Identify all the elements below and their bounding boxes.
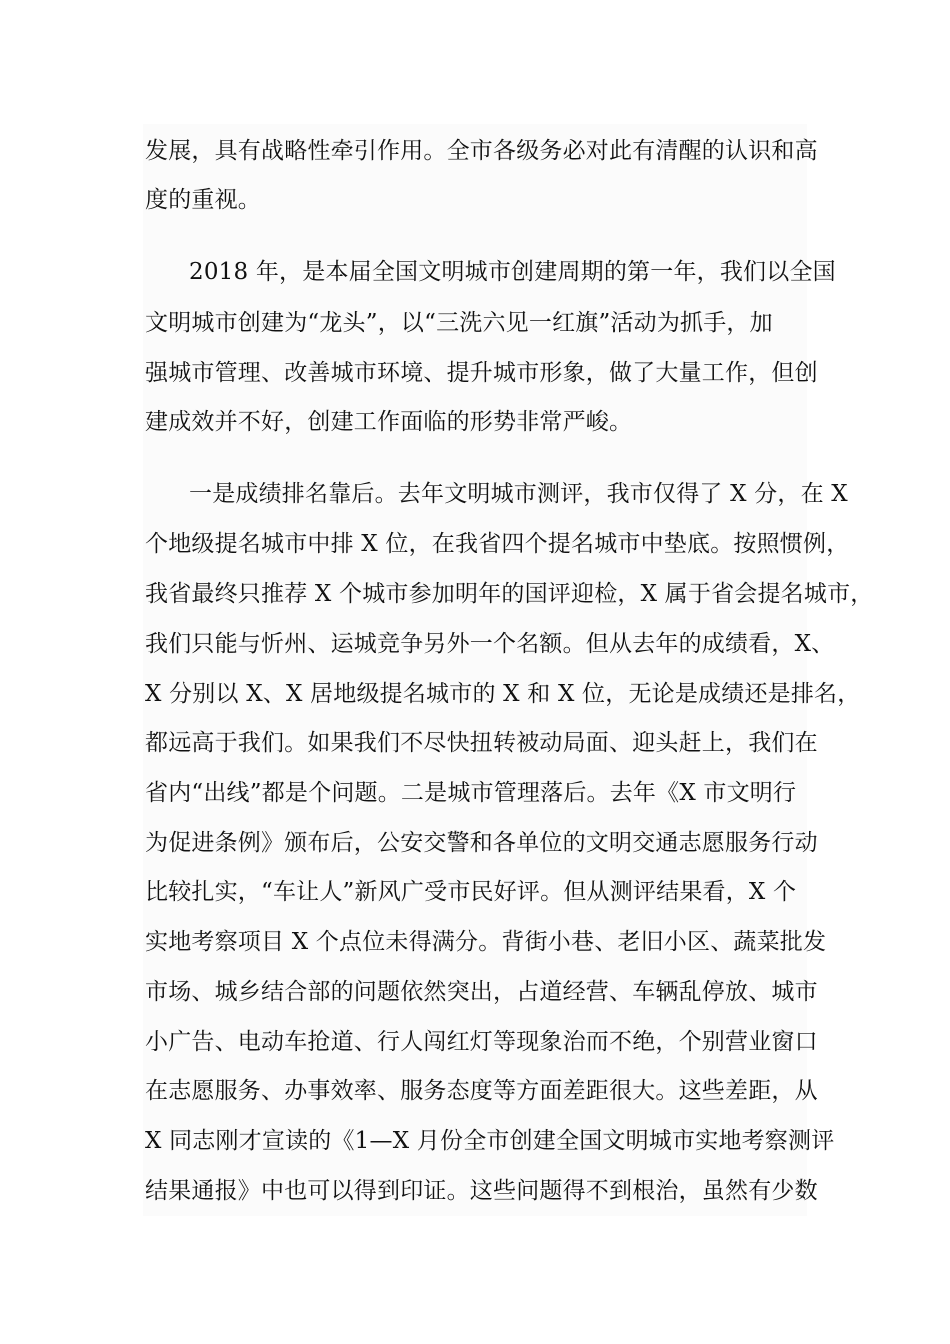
paragraph-3-line-9: 比较扎实，“车让人”新风广受市民好评。但从测评结果看，X 个 [145,879,797,905]
paragraph-2-line-1: 2018 年，是本届全国文明城市创建周期的第一年，我们以全国 [189,259,836,285]
paragraph-2-line-4: 建成效并不好，创建工作面临的形势非常严峻。 [145,409,633,435]
paragraph-1-line-2: 度的重视。 [145,187,261,213]
paragraph-3-line-14: X 同志刚才宣读的《1—X 月份全市创建全国文明城市实地考察测评 [145,1128,835,1154]
paragraph-2-line-3: 强城市管理、改善城市环境、提升城市形象，做了大量工作，但创 [145,360,818,386]
paragraph-2-line-2: 文明城市创建为“龙头”，以“三洗六见一红旗”活动为抓手，加 [145,310,773,336]
paragraph-3-line-8: 为促进条例》颁布后，公安交警和各单位的文明交通志愿服务行动 [145,830,818,856]
paragraph-3-line-12: 小广告、电动车抢道、行人闯红灯等现象治而不绝，个别营业窗口 [145,1029,818,1055]
paragraph-1-line-1: 发展，具有战略性牵引作用。全市各级务必对此有清醒的认识和高 [145,138,818,164]
paragraph-3-line-3: 我省最终只推荐 X 个城市参加明年的国评迎检，X 属于省会提名城市， [145,581,874,607]
paragraph-3-line-13: 在志愿服务、办事效率、服务态度等方面差距很大。这些差距，从 [145,1078,818,1104]
paragraph-3-line-10: 实地考察项目 X 个点位未得满分。背街小巷、老旧小区、蔬菜批发 [145,929,827,955]
paragraph-3-line-5: X 分别以 X、X 居地级提名城市的 X 和 X 位，无论是成绩还是排名， [145,681,861,707]
paragraph-3-line-6: 都远高于我们。如果我们不尽快扭转被动局面、迎头赶上，我们在 [145,730,818,756]
paragraph-3-line-2: 个地级提名城市中排 X 位，在我省四个提名城市中垫底。按照惯例， [145,531,850,557]
paragraph-3-line-7: 省内“出线”都是个问题。二是城市管理落后。去年《X 市文明行 [145,780,797,806]
paragraph-3-line-11: 市场、城乡结合部的问题依然突出，占道经营、车辆乱停放、城市 [145,979,818,1005]
paragraph-3-line-1: 一是成绩排名靠后。去年文明城市测评，我市仅得了 X 分，在 X [189,481,848,507]
paragraph-3-line-15: 结果通报》中也可以得到印证。这些问题得不到根治，虽然有少数 [145,1178,818,1204]
paragraph-3-line-4: 我们只能与忻州、运城竞争另外一个名额。但从去年的成绩看，X、 [145,631,835,657]
